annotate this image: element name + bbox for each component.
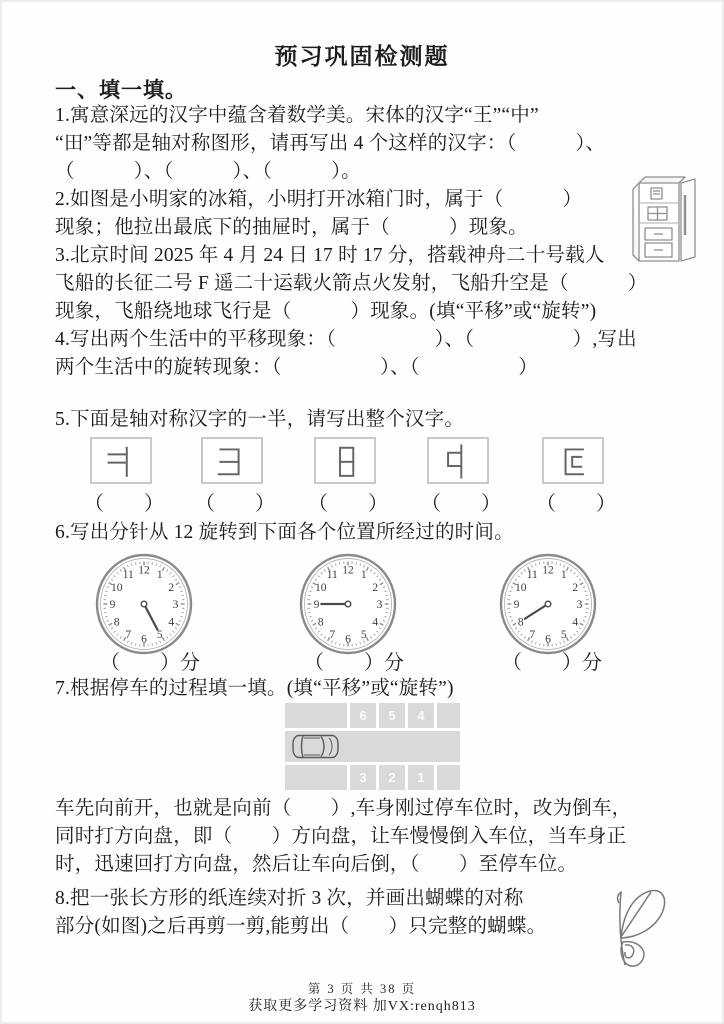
- q6-line1: 6.写出分针从 12 旋转到下面各个位置所经过的时间。: [55, 522, 514, 543]
- footer-page-indicator: 第 3 页 共 38 页: [307, 982, 417, 996]
- parking-bottom-row: [285, 765, 460, 790]
- clock-face-1: [94, 552, 194, 656]
- svg-text:11: 11: [526, 569, 538, 582]
- svg-text:11: 11: [326, 569, 338, 582]
- parking-space-6: 6: [347, 703, 376, 728]
- svg-text:7: 7: [125, 628, 132, 641]
- svg-text:3: 3: [576, 599, 583, 611]
- svg-text:8: 8: [317, 616, 324, 629]
- svg-text:5: 5: [156, 628, 163, 641]
- parking-driving-lane: [285, 731, 460, 762]
- q7-line4: 时，迅速回打方向盘，然后让车向后倒，（ ）至停车位。: [55, 854, 578, 875]
- q5-blank-2: （ ）: [195, 493, 275, 515]
- footer-promo-text: 获取更多学习资料 加VX:renqh813: [248, 999, 476, 1014]
- q7-line1: 7.根据停车的过程填一填。(填“平移”或“旋转”): [55, 678, 454, 699]
- svg-text:9: 9: [513, 599, 520, 611]
- q4-line2: 两个生活中的旋转现象：（ ）、（ ）: [55, 357, 538, 378]
- q6-blank-1: （ ）分: [100, 652, 200, 674]
- svg-text:12: 12: [138, 564, 150, 577]
- parking-lot-figure: [285, 703, 460, 790]
- svg-text:3: 3: [172, 599, 179, 611]
- svg-text:8: 8: [113, 616, 120, 629]
- q7-line2: 车先向前开，也就是向前（ ）,车身刚过停车位时，改为倒车，: [55, 798, 632, 819]
- q6-blank-3: （ ）分: [502, 652, 602, 674]
- svg-text:6: 6: [141, 633, 147, 646]
- parking-cell-empty: [285, 765, 347, 790]
- svg-text:1: 1: [360, 569, 367, 582]
- parking-space-3: 3: [347, 765, 376, 790]
- svg-text:4: 4: [372, 616, 379, 629]
- svg-text:1: 1: [560, 569, 567, 582]
- q3-line1: 3.北京时间 2025 年 4 月 24 日 17 时 17 分，搭载神舟二十号载人: [55, 245, 605, 266]
- svg-text:11: 11: [122, 569, 134, 582]
- car-top-view-icon: [291, 733, 341, 760]
- q3-line2: 飞船的长征二号 F 遥二十运载火箭点火发射，飞船升空是（ ）: [55, 273, 648, 294]
- svg-text:2: 2: [372, 581, 379, 594]
- q6-blank-2: （ ）分: [304, 652, 404, 674]
- svg-text:5: 5: [560, 628, 567, 641]
- parking-cell-empty: [434, 765, 460, 790]
- half-character-1-figure: [90, 437, 152, 484]
- q3-line3: 现象，飞船绕地球飞行是（ ）现象。(填“平移”或“旋转”): [55, 301, 597, 322]
- svg-text:4: 4: [572, 616, 579, 629]
- parking-cell-empty: [434, 703, 460, 728]
- half-character-2-figure: [201, 437, 263, 484]
- q8-line1: 8.把一张长方形的纸连续对折 3 次，并画出蝴蝶的对称: [55, 888, 524, 909]
- page-title: 预习巩固检测题: [274, 44, 450, 69]
- svg-text:4: 4: [168, 616, 175, 629]
- parking-space-5: 5: [376, 703, 405, 728]
- q5-blank-4: （ ）: [421, 493, 501, 515]
- q1-line3: （ ）、（ ）、（ ）。: [55, 161, 361, 182]
- svg-text:2: 2: [168, 581, 175, 594]
- section-heading: 一、填一填。: [55, 79, 187, 102]
- half-butterfly-icon: [608, 886, 703, 971]
- svg-text:6: 6: [345, 633, 351, 646]
- svg-text:10: 10: [514, 581, 527, 594]
- q5-blank-1: （ ）: [84, 493, 164, 515]
- svg-text:1: 1: [156, 569, 163, 582]
- q5-blank-5: （ ）: [536, 493, 616, 515]
- svg-text:9: 9: [109, 599, 116, 611]
- svg-text:5: 5: [360, 628, 367, 641]
- svg-text:12: 12: [542, 564, 554, 577]
- q1-line1: 1.寓意深远的汉字中蕴含着数学美。宋体的汉字“王”“中”: [55, 105, 539, 126]
- svg-text:9: 9: [313, 599, 320, 611]
- clock-face-3: [498, 552, 598, 656]
- parking-top-row: [285, 703, 460, 728]
- svg-text:6: 6: [545, 633, 551, 646]
- svg-text:2: 2: [572, 581, 579, 594]
- half-character-3-figure: [314, 437, 376, 484]
- svg-text:8: 8: [517, 616, 524, 629]
- parking-space-4: 4: [405, 703, 434, 728]
- q8-line2: 部分(如图)之后再剪一剪,能剪出（ ）只完整的蝴蝶。: [55, 916, 547, 937]
- q5-line1: 5.下面是轴对称汉字的一半，请写出整个汉字。: [55, 409, 465, 430]
- parking-space-1: 1: [405, 765, 434, 790]
- q4-line1: 4.写出两个生活中的平移现象：（ ）、（ ）,写出: [55, 329, 637, 350]
- q2-line2: 现象；他拉出最底下的抽屉时，属于（ ）现象。: [55, 217, 528, 238]
- q2-line1: 2.如图是小明家的冰箱，小明打开冰箱门时，属于（ ）: [55, 189, 583, 210]
- svg-text:10: 10: [110, 581, 123, 594]
- svg-text:12: 12: [342, 564, 354, 577]
- svg-text:7: 7: [329, 628, 336, 641]
- q5-blank-3: （ ）: [308, 493, 388, 515]
- clock-face-2: [298, 552, 398, 656]
- svg-text:3: 3: [376, 599, 383, 611]
- half-character-5-figure: [542, 437, 604, 484]
- half-character-4-figure: [427, 437, 489, 484]
- svg-text:10: 10: [314, 581, 327, 594]
- svg-text:7: 7: [529, 628, 536, 641]
- parking-cell-empty: [285, 703, 347, 728]
- q7-line3: 同时打方向盘，即（ ）方向盘，让车慢慢倒入车位，当车身正: [55, 826, 627, 847]
- parking-space-2: 2: [376, 765, 405, 790]
- q1-line2: “田”等都是轴对称图形，请再写出 4 个这样的汉字：（ ）、: [55, 133, 606, 154]
- refrigerator-icon: [627, 173, 712, 265]
